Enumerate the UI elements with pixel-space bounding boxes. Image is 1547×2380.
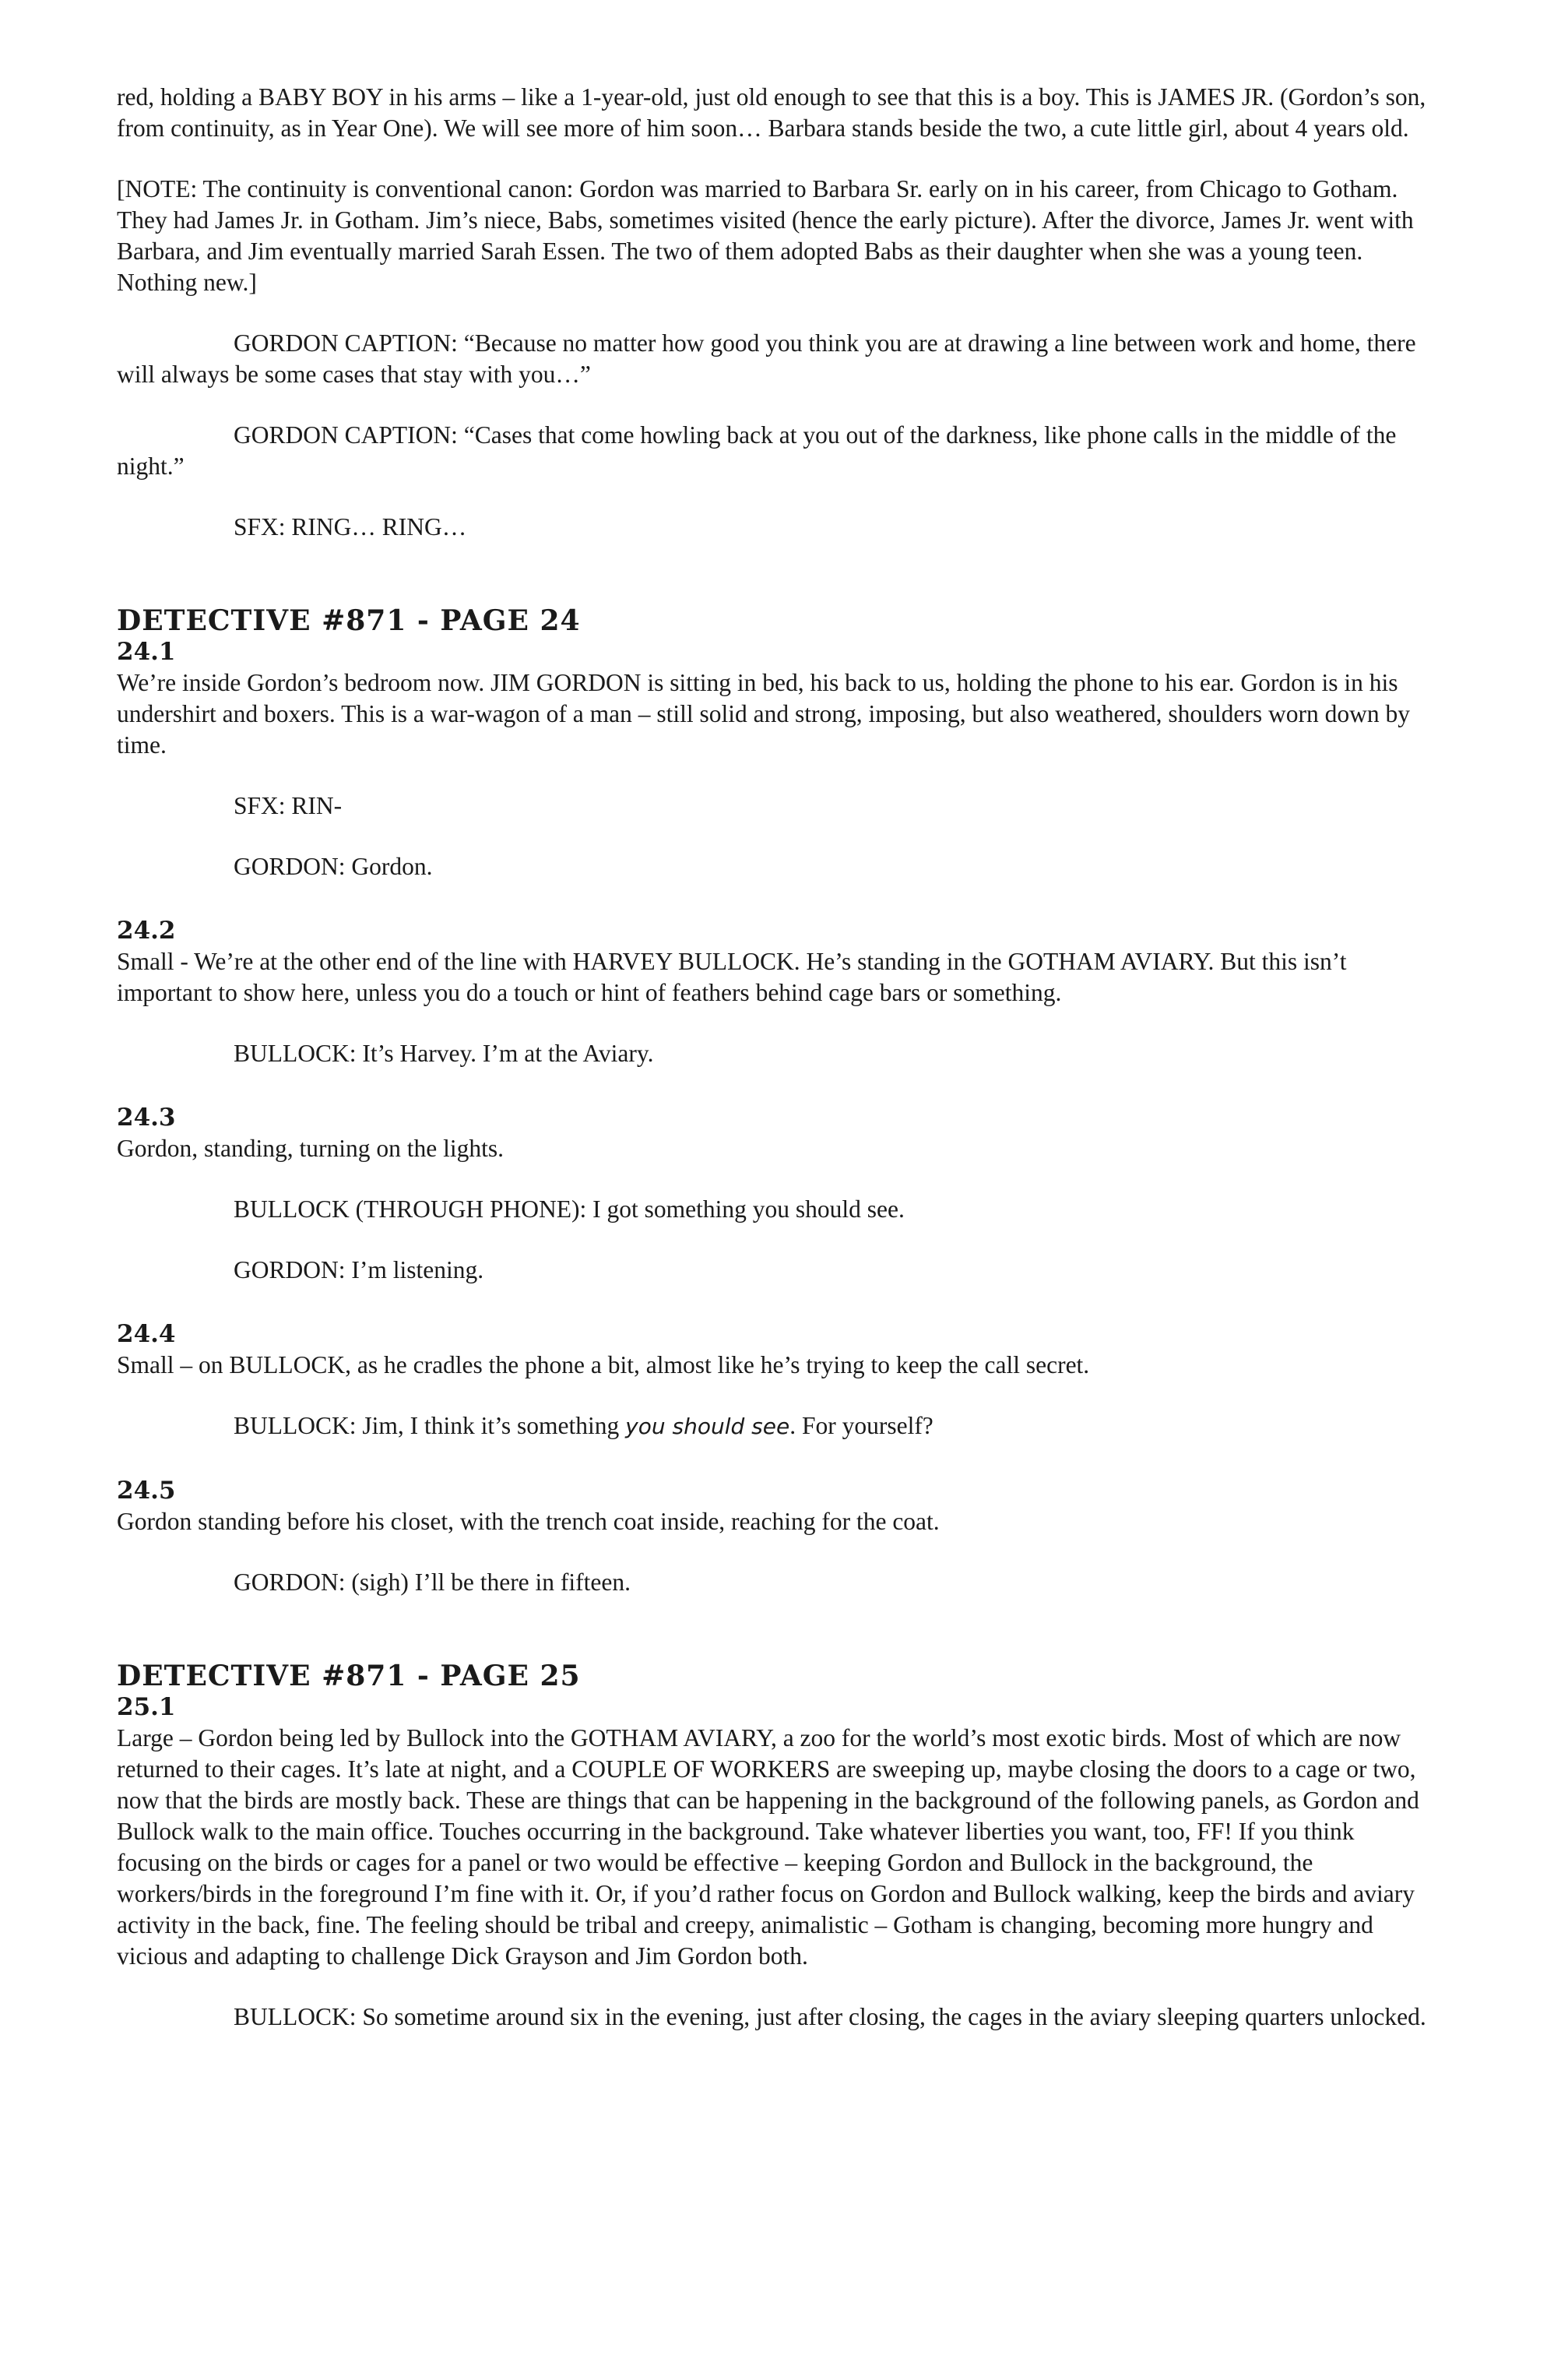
panel-24-4-description: Small – on BULLOCK, as he cradles the phone a bit, almost like he’s trying to keep the call secret. (117, 1351, 1090, 1378)
panel-24-3-gordon: GORDON: I’m listening. (234, 1256, 484, 1283)
script-page (117, 82, 1433, 2062)
panel-24-2-bullock: BULLOCK: It’s Harvey. I’m at the Aviary. (234, 1040, 654, 1067)
emphasized-text: you should see (625, 1414, 790, 1439)
panel-24-2-description: Small - We’re at the other end of the line with HARVEY BULLOCK. He’s standing in the GOTHAM AVIARY. But this isn’t important to show here, unless you do a touch or hint of feathers behind cage bars or something. (117, 948, 1347, 1006)
panel-24-4-bullock (117, 1410, 1433, 1442)
gordon-caption-2: GORDON CAPTION: “Cases that come howling back at you out of the darkness, like phone calls in the middle of the night.” (117, 421, 1397, 480)
sfx-ring: SFX: RING… RING… (234, 513, 467, 540)
panel-24-1-number: 24.1 (117, 638, 176, 666)
panel-24-5-description: Gordon standing before his closet, with the trench coat inside, reaching for the coat. (117, 1508, 940, 1535)
panel-24-4-number: 24.4 (117, 1320, 176, 1348)
continuity-note: [NOTE: The continuity is conventional canon: Gordon was married to Barbara Sr. early on in his career, from Chicago to Gotham. They had James Jr. in Gotham. Jim’s niece, Babs, sometimes visited (hence the early picture). After the divorce, James Jr. went with Barbara, and Jim eventually married Sarah Essen. The two of them adopted Babs as their daughter when she was a young teen. Nothing new.] (117, 175, 1414, 296)
page-24-heading: DETECTIVE #871 - PAGE 24 (117, 604, 581, 637)
panel-24-5-gordon: GORDON: (sigh) I’ll be there in fifteen. (234, 1568, 631, 1596)
panel-24-2-number: 24.2 (117, 917, 176, 945)
panel-25-1-description: Large – Gordon being led by Bullock into the GOTHAM AVIARY, a zoo for the world’s most exotic birds. Most of which are now returned to their cages. It’s late at night, and a COUPLE OF WORKERS are sweeping up, maybe closing the doors to a cage or two, now that the birds are mostly back. These are things that can be happening in the background of the following panels, as Gordon and Bullock walk to the main office. Touches occurring in the background. Take whatever liberties you want, too, FF! If you think focusing on the birds or cages for a panel or two would be effective – keeping Gordon and Bullock in the background, the workers/birds in the foreground I’m fine with it. Or, if you’d rather focus on Gordon and Bullock walking, keep the birds and aviary activity in the back, fine. The feeling should be tribal and creepy, animalistic – Gotham is changing, becoming more hungry and vicious and adapting to challenge Dick Grayson and Jim Gordon both. (117, 1724, 1419, 1970)
panel-24-1-gordon: GORDON: Gordon. (234, 853, 433, 880)
bullock-line-start: BULLOCK: Jim, I think it’s something (234, 1412, 626, 1439)
page-25-heading: DETECTIVE #871 - PAGE 25 (117, 1660, 581, 1692)
bullock-line-end: . For yourself? (789, 1412, 933, 1439)
panel-24-1-description: We’re inside Gordon’s bedroom now. JIM GORDON is sitting in bed, his back to us, holding the phone to his ear. Gordon is in his undershirt and boxers. This is a war-wagon of a man – still solid and strong, imposing, but also weathered, shoulders worn down by time. (117, 669, 1411, 759)
panel-24-3-description: Gordon, standing, turning on the lights. (117, 1135, 504, 1162)
panel-24-3-number: 24.3 (117, 1104, 176, 1132)
panel-24-1-sfx: SFX: RIN- (234, 792, 343, 819)
intro-description: red, holding a BABY BOY in his arms – like a 1-year-old, just old enough to see that this is a boy. This is JAMES JR. (Gordon’s son, from continuity, as in Year One). We will see more of him soon… Barbara stands beside the two, a cute little girl, about 4 years old. (117, 83, 1426, 142)
panel-25-1-bullock: BULLOCK: So sometime around six in the evening, just after closing, the cages in the aviary sleeping quarters unlocked. (234, 2003, 1426, 2030)
panel-24-3-bullock: BULLOCK (THROUGH PHONE): I got something you should see. (234, 1195, 905, 1223)
panel-25-1-number: 25.1 (117, 1693, 176, 1721)
panel-24-5-number: 24.5 (117, 1477, 176, 1505)
gordon-caption-1: GORDON CAPTION: “Because no matter how good you think you are at drawing a line between work and home, there will always be some cases that stay with you…” (117, 329, 1416, 388)
